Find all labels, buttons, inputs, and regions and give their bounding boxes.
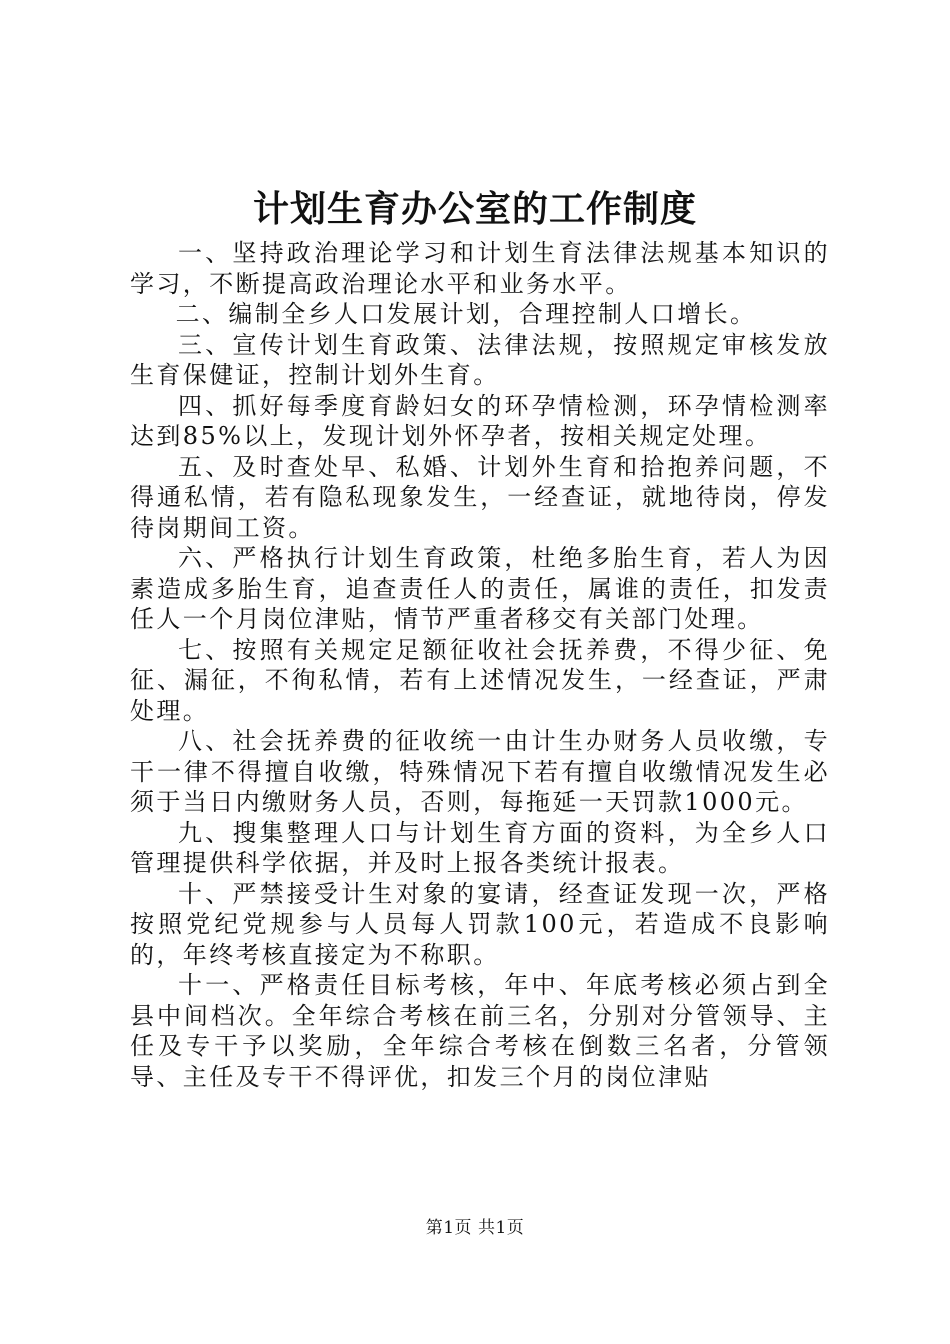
paragraph-1: 一、坚持政治理论学习和计划生育法律法规基本知识的学习，不断提高政治理论水平和业务水平。 [130,239,830,298]
paragraph-9: 九、搜集整理人口与计划生育方面的资料，为全乡人口管理提供科学依据，并及时上报各类统计报表。 [130,818,830,877]
paragraph-10: 十、严禁接受计生对象的宴请，经查证发现一次，严格按照党纪党规参与人员每人罚款100元，若造成不良影响的，年终考核直接定为不称职。 [130,879,830,969]
document-title: 计划生育办公室的工作制度 [252,188,697,230]
paragraph-8: 八、社会抚养费的征收统一由计生办财务人员收缴，专干一律不得擅自收缴，特殊情况下若有擅自收缴情况发生必须于当日内缴财务人员，否则，每拖延一天罚款1000元。 [130,727,830,816]
page-footer: 第1页 共1页 [425,1218,525,1238]
paragraph-5: 五、及时查处早、私婚、计划外生育和拾抱养问题，不得通私情，若有隐私现象发生，一经查证，就地待岗，停发待岗期间工资。 [130,452,830,542]
paragraph-4: 四、抓好每季度育龄妇女的环孕情检测，环孕情检测率达到85%以上，发现计划外怀孕者，按相关规定处理。 [130,391,830,450]
paragraph-3: 三、宣传计划生育政策、法律法规，按照规定审核发放生育保健证，控制计划外生育。 [130,330,830,389]
paragraph-7: 七、按照有关规定足额征收社会抚养费，不得少征、免征、漏征，不徇私情，若有上述情况发生，一经查证，严肃处理。 [130,635,830,725]
paragraph-2: 二、编制全乡人口发展计划，合理控制人口增长。 [175,300,757,328]
document-body [130,238,830,1092]
paragraph-11: 十一、严格责任目标考核，年中、年底考核必须占到全县中间档次。全年综合考核在前三名，分别对分管领导、主任及专干予以奖励，全年综合考核在倒数三名者，分管领导、主任及专干不得评优，扣发三个月的岗位津贴 [130,971,830,1091]
paragraph-6: 六、严格执行计划生育政策，杜绝多胎生育，若人为因素造成多胎生育，追查责任人的责任，属谁的责任，扣发责任人一个月岗位津贴，情节严重者移交有关部门处理。 [130,544,830,633]
